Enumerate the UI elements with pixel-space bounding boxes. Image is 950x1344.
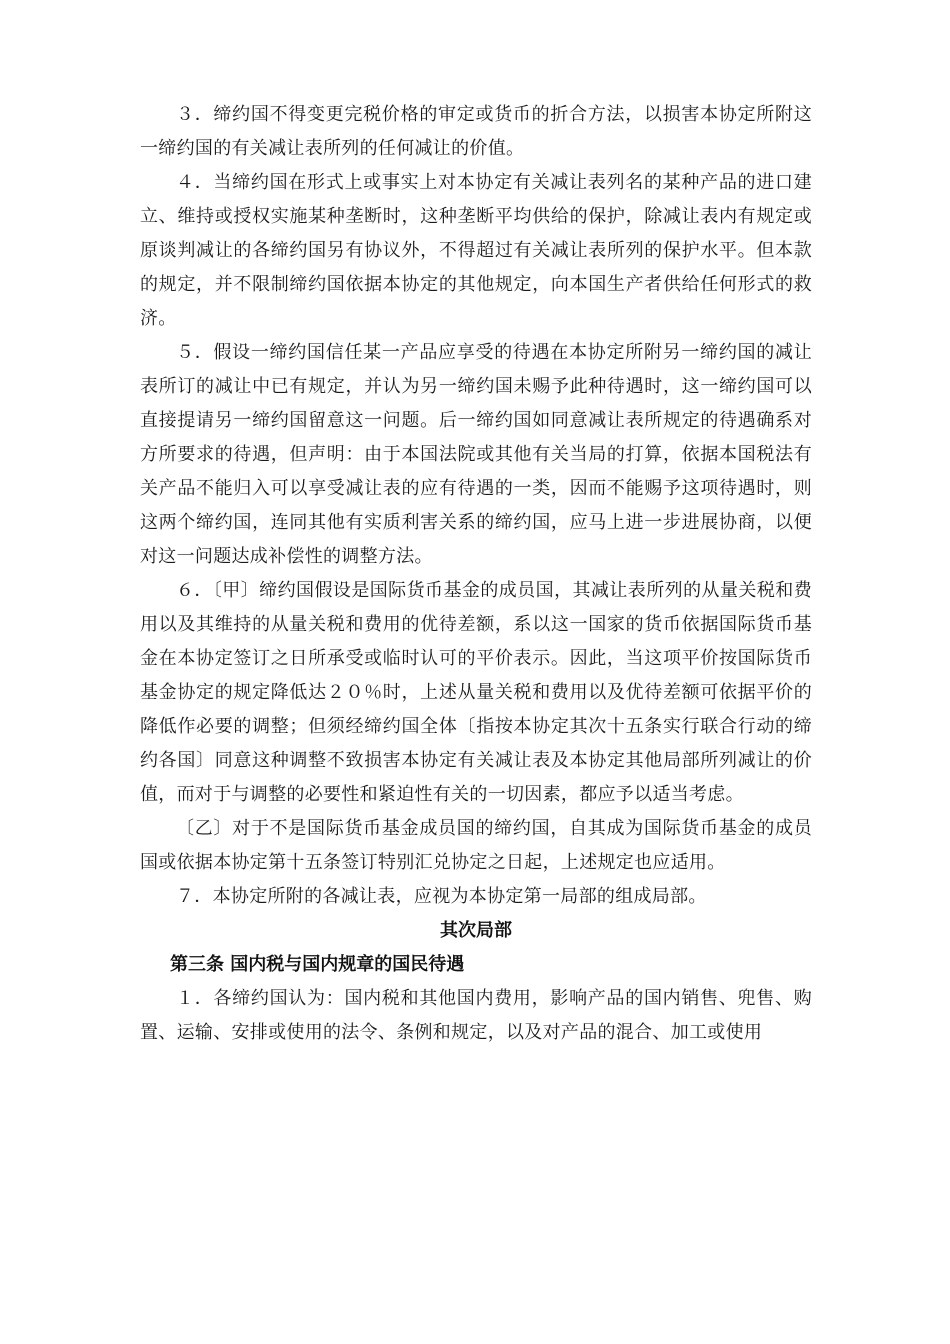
article-heading: 第三条 国内税与国内规章的国民待遇: [170, 954, 465, 975]
article3-paragraph-1: １．各缔约国认为：国内税和其他国内费用，影响产品的国内销售、兜售、购置、运输、安排或使用的法令、条例和规定，以及对产品的混合、加工或使用: [140, 988, 812, 1043]
paragraph-7: ７．本协定所附的各减让表，应视为本协定第一局部的组成局部。: [176, 886, 707, 907]
document-body: [140, 98, 812, 1050]
paragraph-4: ４．当缔约国在形式上或事实上对本协定有关减让表列名的某种产品的进口建立、维持或授权实施某种垄断时，这种垄断平均供给的保护，除减让表内有规定或原谈判减让的各缔约国另有协议外，不得超过有关减让表所列的保护水平。但本款的规定，并不限制缔约国依据本协定的其他规定，向本国生产者供给任何形式的救济。: [140, 172, 812, 329]
paragraph-3: ３．缔约国不得变更完税价格的审定或货币的折合方法，以损害本协定所附这一缔约国的有关减让表所列的任何减让的价值。: [140, 104, 812, 159]
paragraph-5: ５．假设一缔约国信任某一产品应享受的待遇在本协定所附另一缔约国的减让表所订的减让中已有规定，并认为另一缔约国未赐予此种待遇时，这一缔约国可以直接提请另一缔约国留意这一问题。后一缔约国如同意减让表所规定的待遇确系对方所要求的待遇，但声明：由于本国法院或其他有关当局的打算，依据本国税法有关产品不能归入可以享受减让表的应有待遇的一类，因而不能赐予这项待遇时，则这两个缔约国，连同其他有实质利害关系的缔约国，应马上进一步进展协商，以便对这一问题达成补偿性的调整方法。: [140, 342, 812, 567]
section-heading: 其次局部: [440, 920, 512, 941]
paragraph-6a: ６．〔甲〕缔约国假设是国际货币基金的成员国，其减让表所列的从量关税和费用以及其维持的从量关税和费用的优待差额，系以这一国家的货币依据国际货币基金在本协定签订之日所承受或临时认可的平价表示。因此，当这项平价按国际货币基金协定的规定降低达２０％时，上述从量关税和费用以及优待差额可依据平价的降低作必要的调整；但须经缔约国全体〔指按本协定其次十五条实行联合行动的缔约各国〕同意这种调整不致损害本协定有关减让表及本协定其他局部所列减让的价值，而对于与调整的必要性和紧迫性有关的一切因素，都应予以适当考虑。: [140, 580, 812, 805]
paragraph-6b: 〔乙〕对于不是国际货币基金成员国的缔约国，自其成为国际货币基金的成员国或依据本协定第十五条签订特别汇兑协定之日起，上述规定也应适用。: [140, 818, 812, 873]
